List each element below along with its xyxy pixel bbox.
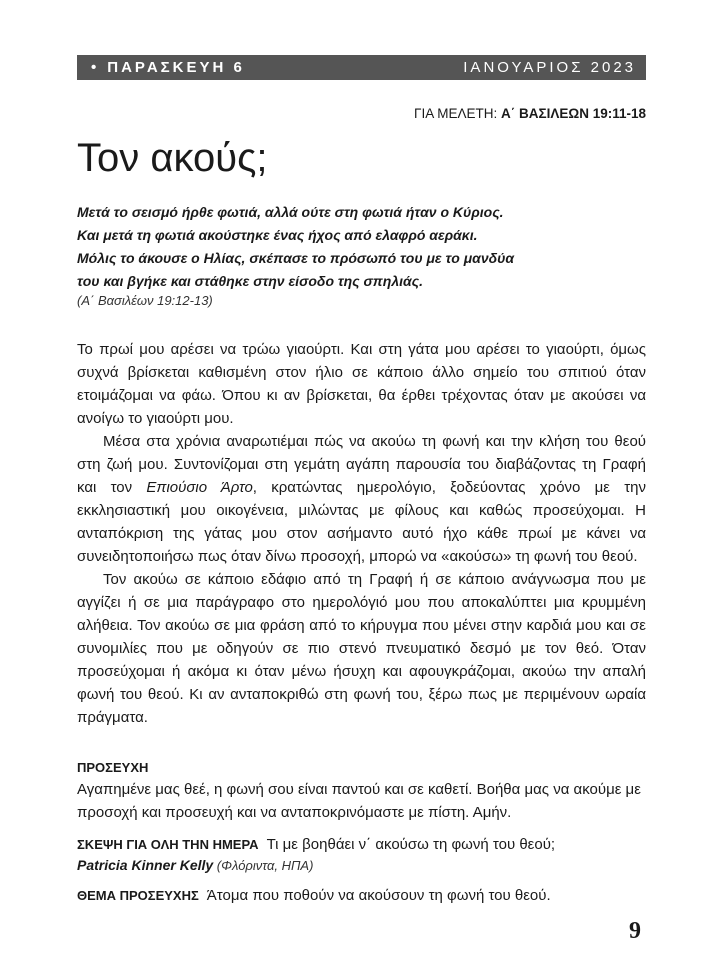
devotional-body: [77, 338, 646, 729]
quote-line: Μόλις το άκουσε ο Ηλίας, σκέπασε το πρόσωπό του με το μανδύα: [77, 250, 515, 266]
quote-line: Και μετά τη φωτιά ακούστηκε ένας ήχος από ελαφρό αεράκι.: [77, 227, 478, 243]
author-name: Patricia Kinner Kelly: [77, 857, 214, 873]
scripture-quote: [77, 201, 652, 293]
paragraph-2-end: , κρατώντας ημερολόγιο, ξοδεύοντας χρόνο με την εκκλησιαστική μου οικογένεια, μιλώντας με φίλους και καθώς προσεύχομαι. Η ανταπόκριση της γάτας μου στον ασήμαντο αυτό ήχο κάθε πρωί με κάνει να συνειδητοποιήσω πως όταν δίνω προσοχή, μπορώ να «ακούσω» τη φωνή του θεού.: [77, 479, 646, 565]
paragraph-1: Το πρωί μου αρέσει να τρώω γιαούρτι. Και στη γάτα μου αρέσει το γιαούρτι, όμως συχνά βρίσκεται καθισμένη στον ήλιο σε κάποιο άλλο σημείο του σπιτιού όταν ετοιμάζομαι να φάω. Όπου κι αν βρίσκεται, θα έρθει τρέχοντας όταν με ακούσει να ανοίγω το γιαούρτι μου.: [77, 341, 646, 427]
page-number: 9: [629, 918, 641, 944]
page-title: Τον ακούς;: [77, 136, 268, 180]
book-title: Επιούσιο Άρτο: [146, 479, 253, 496]
prayer-topic: [77, 887, 551, 904]
author-credit: [77, 857, 313, 873]
topic-label: ΘΕΜΑ ΠΡΟΣΕΥΧΗΣ: [77, 888, 199, 903]
study-passage: Α΄ ΒΑΣΙΛΕΩΝ 19:11-18: [501, 106, 646, 121]
day-label: [91, 59, 245, 76]
daily-thought: [77, 834, 646, 856]
quote-line: Μετά το σεισμό ήρθε φωτιά, αλλά ούτε στη φωτιά ήταν ο Κύριος.: [77, 204, 504, 220]
quote-line: του και βγήκε και στάθηκε στην είσοδο της σπηλιάς.: [77, 273, 424, 289]
thought-text: Τι με βοηθάει ν΄ ακούσω τη φωνή του θεού;: [266, 836, 556, 853]
date-header-bar: [77, 55, 646, 80]
study-reference: [414, 106, 646, 121]
paragraph-3: Τον ακούω σε κάποιο εδάφιο από τη Γραφή ή σε κάποιο ανάγνωσμα που με αγγίζει ή σε μια παράγραφο στο ημερολόγιό μου που αποκαλύπτει μια κρυμμένη αλήθεια. Τον ακούω σε μια φράση από το κήρυγμα που μένει στην καρδιά μου και σε συνομιλίες που με οδηγούν σε πιο στενό πνευματικό δεσμό με τον θεό. Όταν προσεύχομαι ή ακόμα κι όταν μένω ήσυχη και αφουγκράζομαι, ακούω την απαλή φωνή του θεού. Κι αν ανταποκριθώ στη φωνή του, ξέρω πως με περιμένουν ωραία πράγματα.: [77, 571, 646, 726]
bullet-icon: •: [91, 59, 100, 76]
author-location: (Φλόριντα, ΗΠΑ): [213, 858, 314, 873]
prayer-text: Αγαπημένε μας θεέ, η φωνή σου είναι παντού και σε καθετί. Βοήθα μας να ακούμε με προσοχή και προσευχή και να ανταποκρινόμαστε με πίστη. Αμήν.: [77, 781, 641, 821]
prayer-heading: ΠΡΟΣΕΥΧΗ: [77, 760, 149, 775]
day-text: ΠΑΡΑΣΚΕΥΗ 6: [107, 59, 245, 76]
month-year: ΙΑΝΟΥΑΡΙΟΣ 2023: [463, 59, 636, 76]
study-label: ΓΙΑ ΜΕΛΕΤΗ:: [414, 106, 502, 121]
topic-text: Άτομα που ποθούν να ακούσουν τη φωνή του θεού.: [206, 887, 551, 904]
paragraph-2-start: Μέσα στα χρόνια αναρωτιέμαι πώς να ακούω τη φωνή και την κλήση του θεού στη ζωή μου. Συντονίζομαι στη γεμάτη αγάπη παρουσία του διαβάζοντας τη Γραφή και τον: [77, 433, 646, 496]
scripture-reference: (Α΄ Βασιλέων 19:12-13): [77, 293, 213, 308]
paragraph-2: [77, 430, 646, 568]
thought-label: ΣΚΕΨΗ ΓΙΑ ΟΛΗ ΤΗΝ ΗΜΕΡΑ: [77, 837, 259, 852]
